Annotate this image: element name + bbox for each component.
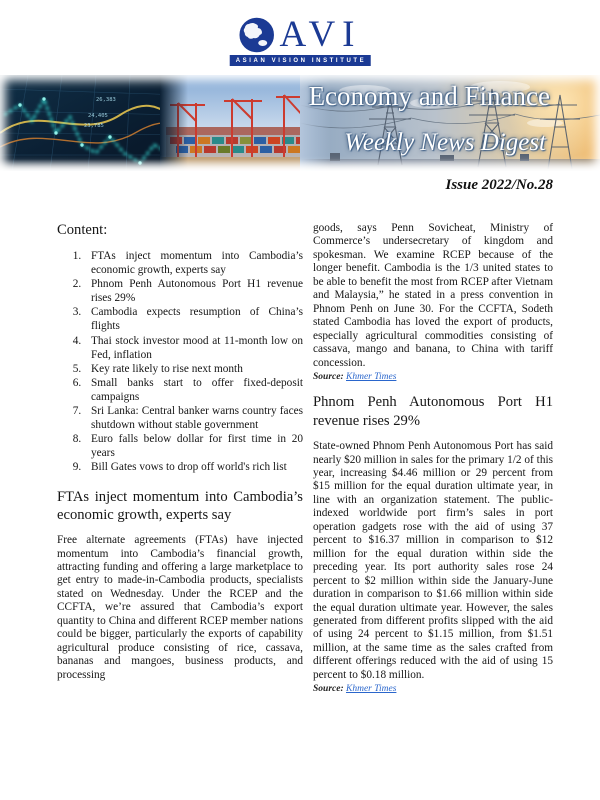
toc-item: 4. Thai stock investor mood at 11-month low on Fed, inflation	[84, 334, 303, 362]
toc-item: 5. Key rate likely to rise next month	[84, 362, 303, 376]
article-body-ftas: Free alternate agreements (FTAs) have injected momentum into Cambodia’s financial growth, attracting funding and offering a large marketplace to get entry to made-in-Cambodia products, specialists stated on Wednesday. Under the RCEP and the CCFTA, we’re assured that Cambodia’s export quantity to China and different RCEP member nations could be bigger, particularly the exports of capability agricultural produce consisting of rice, cassava, bananas and mangoes, business products, and processing	[57, 534, 303, 681]
stock-chart-graphic	[0, 75, 185, 171]
article-title-ftas: FTAs inject momentum into Cambodia’s economic growth, experts say	[57, 488, 303, 524]
logo-acronym: AVI	[279, 14, 362, 55]
svg-text:26,383: 26,383	[96, 97, 116, 103]
source-line	[313, 372, 553, 384]
logo-row	[230, 14, 371, 55]
source-line	[313, 684, 553, 696]
left-column	[57, 222, 303, 682]
svg-text:24,405: 24,405	[88, 113, 108, 119]
toc-item: 2. Phnom Penh Autonomous Port H1 revenue rises 29%	[84, 277, 303, 305]
toc-item: 7. Sri Lanka: Central banker warns country faces shutdown without stable government	[84, 404, 303, 432]
banner-image	[0, 75, 600, 171]
source-label: Source:	[313, 371, 344, 382]
article-body-ftas-continued: goods, says Penn Sovicheat, Ministry of Commerce’s undersecretary of kingdom and spokesman. We examine RCEP because of the longer benefit. Cambodia is the 1/3 united states to be able to benefit the most from RCEP after Vietnam and Malaysia,” he stated in a press convention in Phnom Penh on June 30. For the CCFTA, Sodeth stated Cambodia has loved the export of products, especially agricultural commodities consisting of cassava, mango and banana, to China with tariff concession.	[313, 222, 553, 369]
toc-item: 1. FTAs inject momentum into Cambodia’s economic growth, experts say	[84, 249, 303, 277]
right-column	[313, 222, 553, 696]
globe-icon	[238, 17, 274, 53]
toc-item: 3. Cambodia expects resumption of China’s flights	[84, 305, 303, 333]
toc-heading: Content:	[57, 222, 108, 238]
issue-label: Issue 2022/No.28	[445, 177, 553, 193]
toc-item: 6. Small banks start to offer fixed-deposit campaigns	[84, 376, 303, 404]
toc-item: 8. Euro falls below dollar for first time in 20 years	[84, 432, 303, 460]
article-body-port: State-owned Phnom Penh Autonomous Port has said nearly $20 million in sales for the primary 1/2 of this year, increasing $4.46 million or 29 percent from $15 million for the equal duration ultimate year, in line with an organization statement. The public-indexed worldwide port firm’s sales in port operation gadgets rose with the aid of using 37 percent to $16.37 million in comparison to $12 million for the equal duration within side the preceding year. Its port authority sales rose 24 percent to $2 million within side the January-June duration in comparison to $1.66 million within side the equal duration ultimate year. However, the sales generated from different profits slipped with the aid of using 24 percent to $1.15 million, from $1.51 million, at the same time as the sales crafted from different offerings reduced with the aid of using 15 percent to $0.18 million.	[313, 440, 553, 681]
port-graphic	[160, 75, 320, 171]
logo-orgname-bar: ASIAN VISION INSTITUTE	[230, 55, 371, 66]
banner-subtitle: Weekly News Digest	[344, 129, 546, 156]
article-title-port: Phnom Penh Autonomous Port H1 revenue rises 29%	[313, 394, 553, 430]
toc-list	[57, 249, 303, 475]
banner-title: Economy and Finance	[308, 81, 550, 111]
source-label: Source:	[313, 684, 344, 695]
svg-text:23,785: 23,785	[84, 123, 104, 129]
source-link-khmer-times[interactable]: Khmer Times	[346, 371, 397, 382]
toc-item: 9. Bill Gates vows to drop off world's rich list	[84, 460, 303, 474]
avi-logo	[230, 14, 371, 66]
source-link-khmer-times[interactable]: Khmer Times	[346, 684, 397, 695]
